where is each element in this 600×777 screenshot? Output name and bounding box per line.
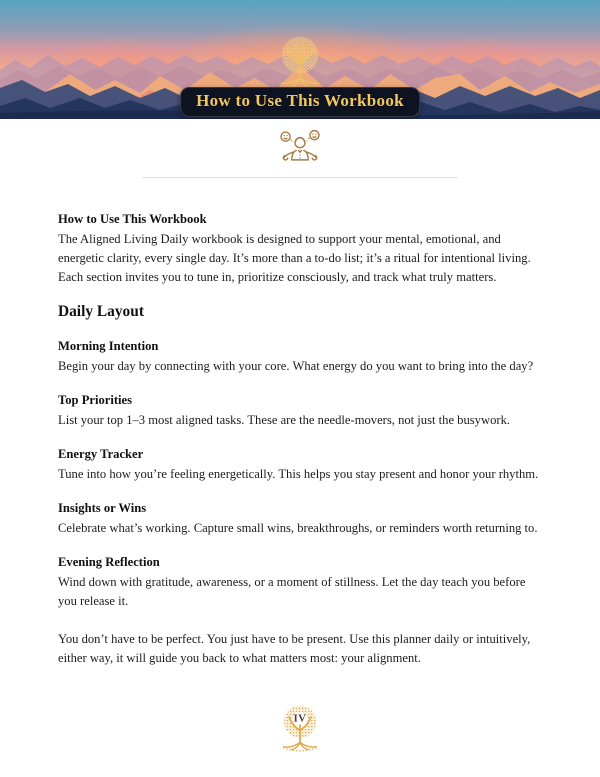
section-title: Morning Intention [58,339,159,353]
header-artwork [0,0,600,119]
daily-section [58,338,542,376]
page-number: IV [293,713,307,725]
section-motif-row [0,129,600,167]
section-title: Top Priorities [58,393,133,407]
chapter-banner-title: How to Use This Workbook [196,91,404,110]
section-divider [142,177,458,178]
section-body: List your top 1–3 most aligned tasks. These are the needle-movers, not just the busywork. [58,413,511,427]
tree-of-life-icon [271,32,329,92]
daily-section [58,500,542,538]
closing-paragraph: You don’t have to be perfect. You just have to be present. Use this planner daily or intuitively, either way, it will guide you back to what matters most: your alignment. [58,632,531,665]
shrug-person-icon [275,129,325,167]
daily-section [58,554,542,611]
daily-sections [58,338,542,611]
daily-section [58,392,542,430]
section-title: Evening Reflection [58,555,160,569]
section-title: Insights or Wins [58,501,147,515]
daily-layout-heading: Daily Layout [58,303,144,320]
section-body: Begin your day by connecting with your core. What energy do you want to bring into the day? [58,359,534,373]
section-body: Wind down with gratitude, awareness, or a moment of stillness. Let the day teach you before you release it. [58,575,526,608]
tree-seal-icon [274,701,326,755]
page-footer [0,701,600,760]
intro-heading: How to Use This Workbook [58,212,207,226]
section-body: Celebrate what’s working. Capture small wins, breakthroughs, or reminders worth returning to. [58,521,538,535]
intro-paragraph: The Aligned Living Daily workbook is designed to support your mental, emotional, and energetic clarity, every single day. It’s more than a to-do list; it’s a ritual for intentional living. Each section invites you to tune in, prioritize consciously, and track what truly matters. [58,232,531,284]
chapter-banner [180,87,420,117]
page-content [0,211,600,668]
daily-section [58,446,542,484]
section-body: Tune into how you’re feeling energetically. This helps you stay present and honor your rhythm. [58,467,539,481]
section-title: Energy Tracker [58,447,144,461]
page-number-seal [274,701,326,755]
